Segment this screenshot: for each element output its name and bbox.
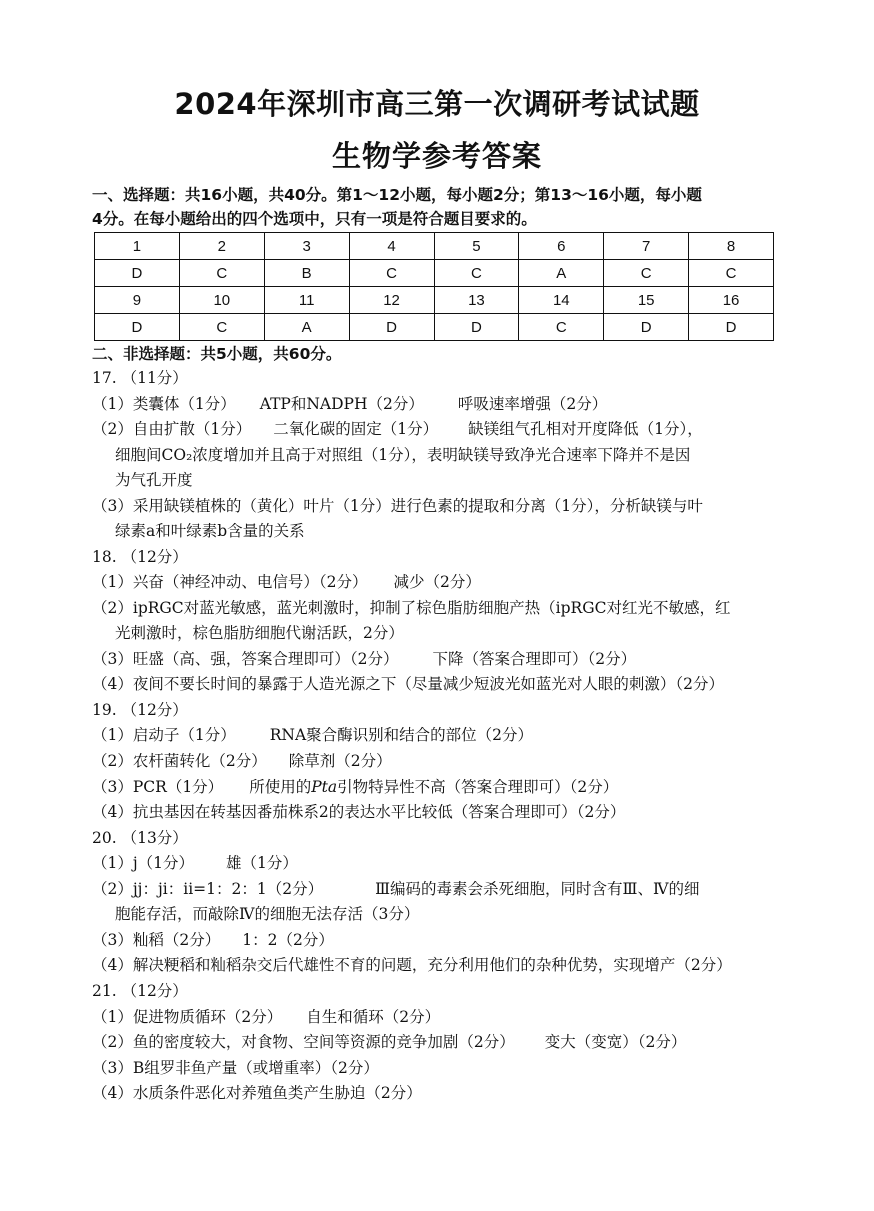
q21-answer-1 xyxy=(92,1005,440,1029)
q20-2-part-a: （2）jj：ji：ii=1：2：1（2分） xyxy=(92,880,324,898)
answer-cell: C xyxy=(689,260,774,287)
q19-3-italic-gene: Pta xyxy=(311,778,338,796)
q19-3-part-b-pre: 所使用的 xyxy=(249,778,312,796)
q18-1-part-a: （1）兴奋（神经冲动、电信号）（2分） xyxy=(92,573,368,591)
page-subtitle: 生物学参考答案 xyxy=(331,139,542,173)
q18-answer-4: （4）夜间不要长时间的暴露于人造光源之下（尽量减少短波光如蓝光对人眼的刺激）（2分） xyxy=(92,675,724,693)
answer-cell: D xyxy=(689,314,774,341)
q19-3-part-a: （3）PCR（1分） xyxy=(92,778,224,796)
answer-cell: C xyxy=(179,260,264,287)
question-number-cell: 2 xyxy=(179,233,264,260)
q18-answer-2: （2）ipRGC对蓝光敏感，蓝光刺激时，抑制了棕色脂肪细胞产热（ipRGC对红光不敏感，红 xyxy=(92,599,731,617)
question-number-cell: 6 xyxy=(519,233,604,260)
question-number-cell: 15 xyxy=(604,287,689,314)
q20-3-part-b: 1：2（2分） xyxy=(242,931,334,949)
question-number-cell: 9 xyxy=(95,287,180,314)
answer-cell: C xyxy=(604,260,689,287)
q20-answer-1 xyxy=(92,851,298,875)
q19-answer-3 xyxy=(92,775,618,799)
q17-answer-2-cont-1: 细胞间CO₂浓度增加并且高于对照组（1分），表明缺镁导致净光合速率下降并不是因 xyxy=(115,446,691,464)
q19-heading: 19. （12分） xyxy=(92,701,188,719)
q20-heading: 20. （13分） xyxy=(92,829,188,847)
question-number-cell: 5 xyxy=(434,233,519,260)
q18-answer-3 xyxy=(92,647,636,671)
answer-cell: A xyxy=(264,314,349,341)
q21-1-part-a: （1）促进物质循环（2分） xyxy=(92,1008,283,1026)
q19-2-part-b: 除草剂（2分） xyxy=(288,752,392,770)
question-number-cell: 4 xyxy=(349,233,434,260)
answer-cell: C xyxy=(349,260,434,287)
q20-3-part-a: （3）籼稻（2分） xyxy=(92,931,221,949)
answer-cell: C xyxy=(434,260,519,287)
q17-2-part-a: （2）自由扩散（1分） xyxy=(92,420,252,438)
q17-2-part-c: 缺镁组气孔相对开度降低（1分）， xyxy=(468,420,703,438)
q17-2-part-b: 二氧化碳的固定（1分） xyxy=(273,420,439,438)
question-number-cell: 13 xyxy=(434,287,519,314)
question-number-cell: 8 xyxy=(689,233,774,260)
q20-answer-2-cont: 胞能存活，而敲除Ⅳ的细胞无法存活（3分） xyxy=(115,905,420,923)
answer-cell: D xyxy=(95,260,180,287)
q20-1-part-b: 雄（1分） xyxy=(226,854,298,872)
question-number-cell: 1 xyxy=(95,233,180,260)
table-row-answers-1-8 xyxy=(95,260,774,287)
q19-answer-1 xyxy=(92,723,533,747)
answer-cell: A xyxy=(519,260,604,287)
table-row-question-numbers-9-16 xyxy=(95,287,774,314)
question-number-cell: 10 xyxy=(179,287,264,314)
q17-answer-3-cont: 绿素a和叶绿素b含量的关系 xyxy=(115,522,305,540)
section2-heading: 二、非选择题：共5小题，共60分。 xyxy=(92,345,342,363)
section1-instructions-line2: 4分。在每小题给出的四个选项中，只有一项是符合题目要求的。 xyxy=(92,210,537,228)
q21-1-part-b: 自生和循环（2分） xyxy=(306,1008,441,1026)
q18-3-part-b: 下降（答案合理即可）（2分） xyxy=(432,650,637,668)
q17-1-part-a: （1）类囊体（1分） xyxy=(92,395,236,413)
q17-answer-3: （3）采用缺镁植株的（黄化）叶片（1分）进行色素的提取和分离（1分），分析缺镁与叶 xyxy=(92,497,703,515)
q18-answer-2-cont: 光刺激时，棕色脂肪细胞代谢活跃，2分） xyxy=(115,624,404,642)
q19-1-part-a: （1）启动子（1分） xyxy=(92,726,236,744)
q20-1-part-a: （1）j（1分） xyxy=(92,854,195,872)
q17-answer-2 xyxy=(92,417,703,441)
q19-1-part-b: RNA聚合酶识别和结合的部位（2分） xyxy=(269,726,534,744)
q18-heading: 18. （12分） xyxy=(92,548,188,566)
answer-cell: D xyxy=(604,314,689,341)
q18-answer-1 xyxy=(92,570,481,594)
q17-1-part-c: 呼吸速率增强（2分） xyxy=(457,395,608,413)
section1-instructions-line1: 一、选择题：共16小题，共40分。第1～12小题，每小题2分；第13～16小题，每小题 xyxy=(92,186,702,204)
q21-answer-2 xyxy=(92,1030,686,1054)
q21-answer-3: （3）B组罗非鱼产量（或增重率）（2分） xyxy=(92,1059,379,1077)
question-number-cell: 12 xyxy=(349,287,434,314)
q21-2-part-b: 变大（变宽）（2分） xyxy=(544,1033,687,1051)
q18-3-part-a: （3）旺盛（高、强，答案合理即可）（2分） xyxy=(92,650,399,668)
answer-cell: D xyxy=(434,314,519,341)
answer-cell: B xyxy=(264,260,349,287)
answer-cell: C xyxy=(519,314,604,341)
q20-answer-2 xyxy=(92,877,699,901)
page-title: 2024年深圳市高三第一次调研考试试题 xyxy=(174,87,700,121)
q21-heading: 21. （12分） xyxy=(92,982,188,1000)
question-number-cell: 11 xyxy=(264,287,349,314)
q17-heading: 17. （11分） xyxy=(92,369,188,387)
q17-answer-1 xyxy=(92,392,607,416)
q19-answer-2 xyxy=(92,749,392,773)
multiple-choice-answer-table xyxy=(94,232,774,341)
q17-1-part-b: ATP和NADPH（2分） xyxy=(259,395,424,413)
q21-answer-4: （4）水质条件恶化对养殖鱼类产生胁迫（2分） xyxy=(92,1084,422,1102)
question-number-cell: 7 xyxy=(604,233,689,260)
table-row-answers-9-16 xyxy=(95,314,774,341)
q19-2-part-a: （2）农杆菌转化（2分） xyxy=(92,752,267,770)
question-number-cell: 14 xyxy=(519,287,604,314)
q20-2-part-b: Ⅲ编码的毒素会杀死细胞，同时含有Ⅲ、Ⅳ的细 xyxy=(375,880,700,898)
question-number-cell: 3 xyxy=(264,233,349,260)
table-row-question-numbers-1-8 xyxy=(95,233,774,260)
q19-answer-4: （4）抗虫基因在转基因番茄株系2的表达水平比较低（答案合理即可）（2分） xyxy=(92,803,626,821)
answer-cell: D xyxy=(95,314,180,341)
question-number-cell: 16 xyxy=(689,287,774,314)
q21-2-part-a: （2）鱼的密度较大，对食物、空间等资源的竞争加剧（2分） xyxy=(92,1033,515,1051)
answer-cell: D xyxy=(349,314,434,341)
q17-answer-2-cont-2: 为气孔开度 xyxy=(115,471,193,489)
q20-answer-4: （4）解决粳稻和籼稻杂交后代雄性不育的问题，充分利用他们的杂种优势，实现增产（2分） xyxy=(92,956,732,974)
answer-cell: C xyxy=(179,314,264,341)
q18-1-part-b: 减少（2分） xyxy=(393,573,481,591)
q19-3-part-b-post: 引物特异性不高（答案合理即可）（2分） xyxy=(337,778,619,796)
q20-answer-3 xyxy=(92,928,334,952)
